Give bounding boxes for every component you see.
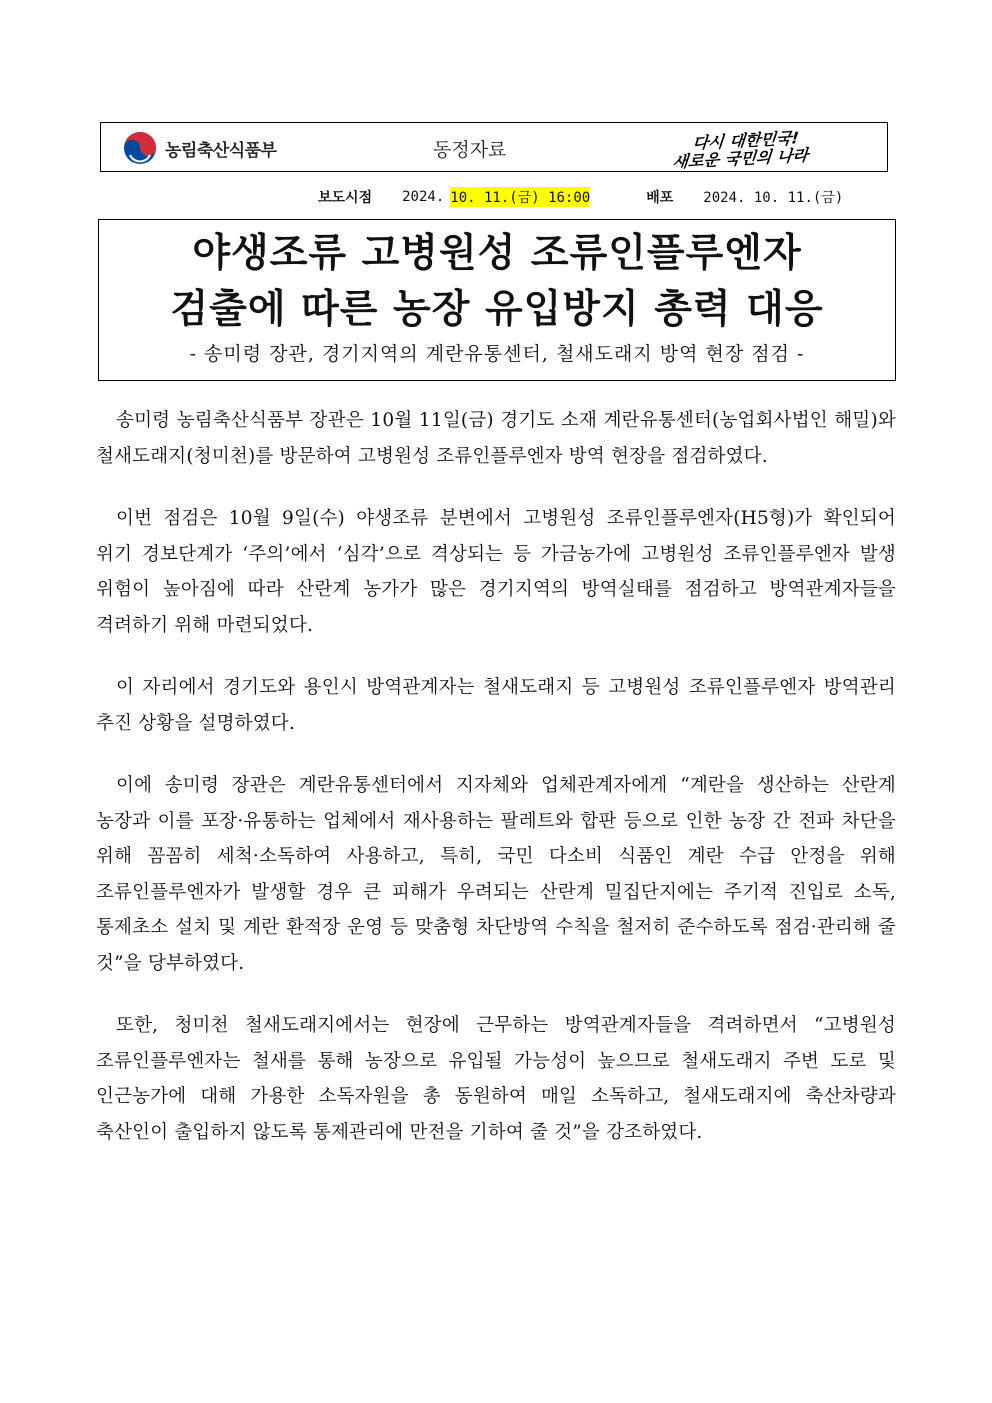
paragraph-2: 이번 점검은 10월 9일(수) 야생조류 분변에서 고병원성 조류인플루엔자(H5형)가 확인되어 위기 경보단계가 ‘주의’에서 ‘심각’으로 격상되는 등 가금농가에 고병원성 조류인플루엔자 발생 위험이 높아짐에 따라 산란계 농가가 많은 경기지역의 방역실태를 점검하고 방역관계자들을 격려하기 위해 마련되었다. (96, 508, 896, 636)
embargo-label: 보도시점 (318, 190, 373, 206)
embargo-datetime: 10. 11.(금) 16:00 (450, 187, 590, 207)
release-info (318, 187, 843, 207)
paragraph-1: 송미령 농림축산식품부 장관은 10월 11일(금) 경기도 소재 계란유통센터(농업회사법인 해밀)와 철새도래지(청미천)를 방문하여 고병원성 조류인플루엔자 방역 현장을 점검하였다. (96, 410, 896, 467)
ministry-name: 농림축산식품부 (165, 140, 277, 161)
slogan-line-1: 다시 대한민국! (691, 128, 800, 153)
paragraph-4: 이에 송미령 장관은 계란유통센터에서 지자체와 업체관계자에게 “계란을 생산하는 산란계 농장과 이를 포장·유통하는 업체에서 재사용하는 팔레트와 합판 등으로 인한 농장 간 전파 차단을 위해 꼼꼼히 세척·소독하여 사용하고, 특히, 국민 다소비 식품인 계란 수급 안정을 위해 조류인플루엔자가 발생할 경우 큰 피해가 우려되는 산란계 밀집단지에는 주기적 진입로 소독, 통제초소 설치 및 계란 환적장 운영 등 맞춤형 차단방역 수칙을 철저히 준수하도록 점검·관리해 줄 것”을 당부하였다. (96, 775, 896, 974)
distribution-label: 배포 (646, 190, 674, 206)
subtitle: - 송미령 장관, 경기지역의 계란유통센터, 철새도래지 방역 현장 점검 - (189, 343, 805, 365)
government-slogan (671, 126, 857, 170)
header-box (100, 122, 888, 172)
headline-line-1: 야생조류 고병원성 조류인플루엔자 (192, 231, 802, 276)
document-type: 동정자료 (433, 139, 507, 161)
paragraph-3: 이 자리에서 경기도와 용인시 방역관계자는 철새도래지 등 고병원성 조류인플루엔자 방역관리 추진 상황을 설명하였다. (96, 677, 896, 734)
paragraph-5: 또한, 청미천 철새도래지에서는 현장에 근무하는 방역관계자들을 격려하면서 “고병원성 조류인플루엔자는 철새를 통해 농장으로 유입될 가능성이 높으므로 철새도래지 주변 도로 및 인근농가에 대해 가용한 소독자원을 총 동원하여 매일 소독하고, 철새도래지에 축산차량과 축산인이 출입하지 않도록 통제관리에 만전을 기하여 줄 것”을 강조하였다. (96, 1015, 896, 1143)
title-box (98, 219, 896, 381)
slogan-line-2: 새로운 국민의 나라 (671, 145, 809, 172)
taegeuk-emblem-icon (123, 131, 157, 165)
distribution-date: 2024. 10. 11.(금) (703, 190, 844, 206)
embargo-year: 2024. (402, 189, 445, 205)
headline-line-2: 검출에 따른 농장 유입방지 총력 대응 (170, 287, 824, 332)
ministry-logo (123, 130, 276, 166)
article-body (96, 403, 896, 1177)
